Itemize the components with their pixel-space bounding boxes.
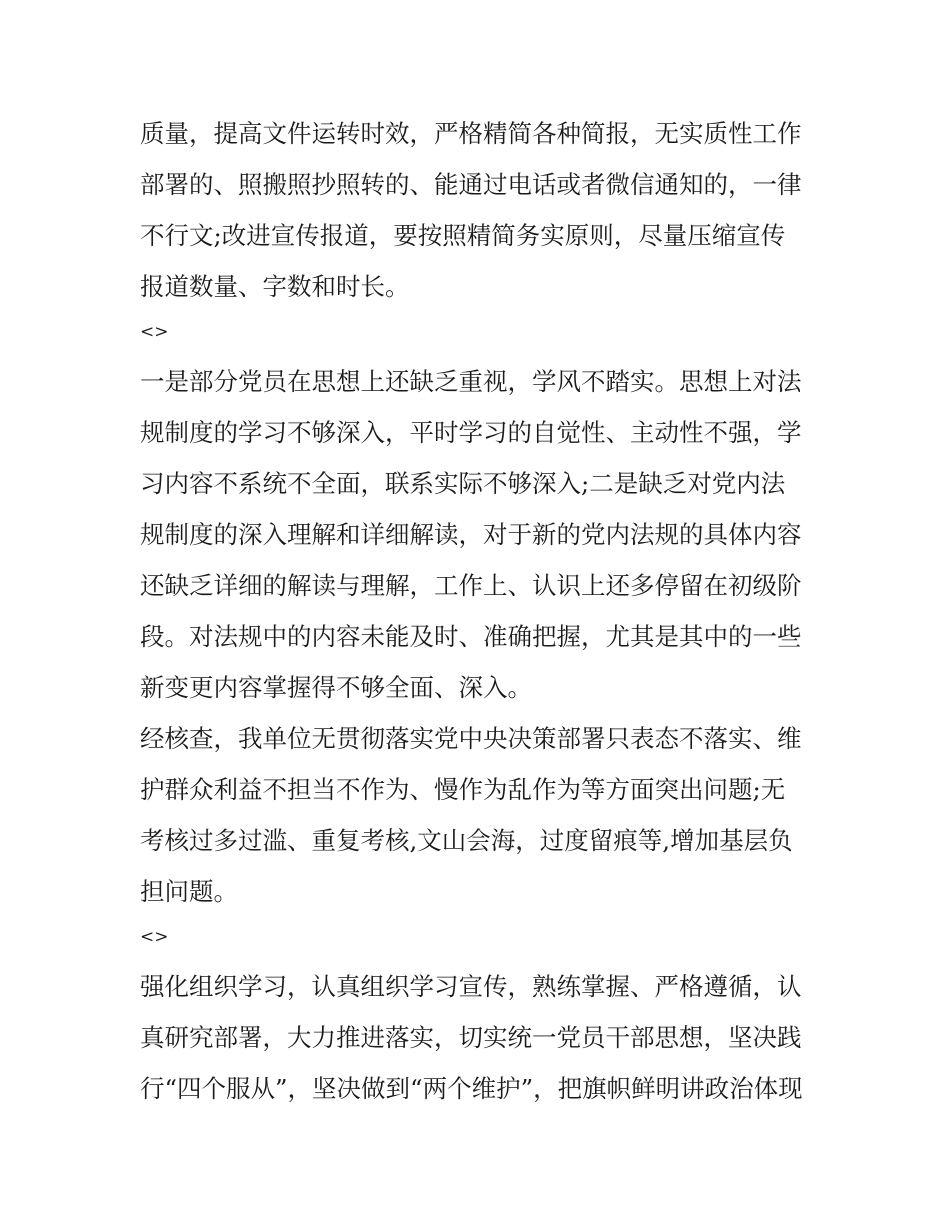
text-line: 强化组织学习，认真组织学习宣传，熟练掌握、严格遵循，认 — [140, 972, 802, 1001]
text-line: 担问题。 — [140, 877, 238, 906]
text-line: 习内容不系统不全面，联系实际不够深入;二是缺乏对党内法 — [140, 469, 786, 498]
text-line: 规制度的学习不够深入，平时学习的自觉性、主动性不强，学 — [140, 418, 802, 447]
paragraph-2 — [140, 356, 820, 713]
text-line: 护群众利益不担当不作为、慢作为乱作为等方面突出问题;无 — [140, 775, 786, 804]
text-line: 段。对法规中的内容未能及时、准确把握，尤其是其中的一些 — [140, 622, 802, 651]
section-marker: <> — [140, 927, 169, 947]
paragraph-4 — [140, 961, 820, 1114]
paragraph-3 — [140, 713, 820, 917]
text-line: 真研究部署，大力推进落实，切实统一党员干部思想，坚决践 — [140, 1023, 802, 1052]
text-line: 一是部分党员在思想上还缺乏重视，学风不踏实。思想上对法 — [140, 367, 802, 396]
text-line: 规制度的深入理解和详细解读，对于新的党内法规的具体内容 — [140, 520, 802, 549]
text-line: 还缺乏详细的解读与理解，工作上、认识上还多停留在初级阶 — [140, 571, 802, 600]
paragraph-1 — [140, 108, 820, 312]
text-line: 部署的、照搬照抄照转的、能通过电话或者微信通知的，一律 — [140, 170, 802, 199]
text-line: 新变更内容掌握得不够全面、深入。 — [140, 673, 532, 702]
text-line: 报道数量、字数和时长。 — [140, 272, 410, 301]
text-line: 行“四个服从”，坚决做到“两个维护”，把旗帜鲜明讲政治体现 — [140, 1074, 803, 1103]
text-line: 考核过多过滥、重复考核,文山会海，过度留痕等,增加基层负 — [140, 826, 793, 855]
text-line: 不行文;改进宣传报道，要按照精简务实原则，尽量压缩宣传 — [140, 221, 786, 250]
text-line: 质量，提高文件运转时效，严格精简各种简报，无实质性工作 — [140, 119, 802, 148]
text-line: 经核查，我单位无贯彻落实党中央决策部署只表态不落实、维 — [140, 724, 802, 753]
document-body — [140, 108, 820, 1114]
section-marker: <> — [140, 322, 169, 342]
